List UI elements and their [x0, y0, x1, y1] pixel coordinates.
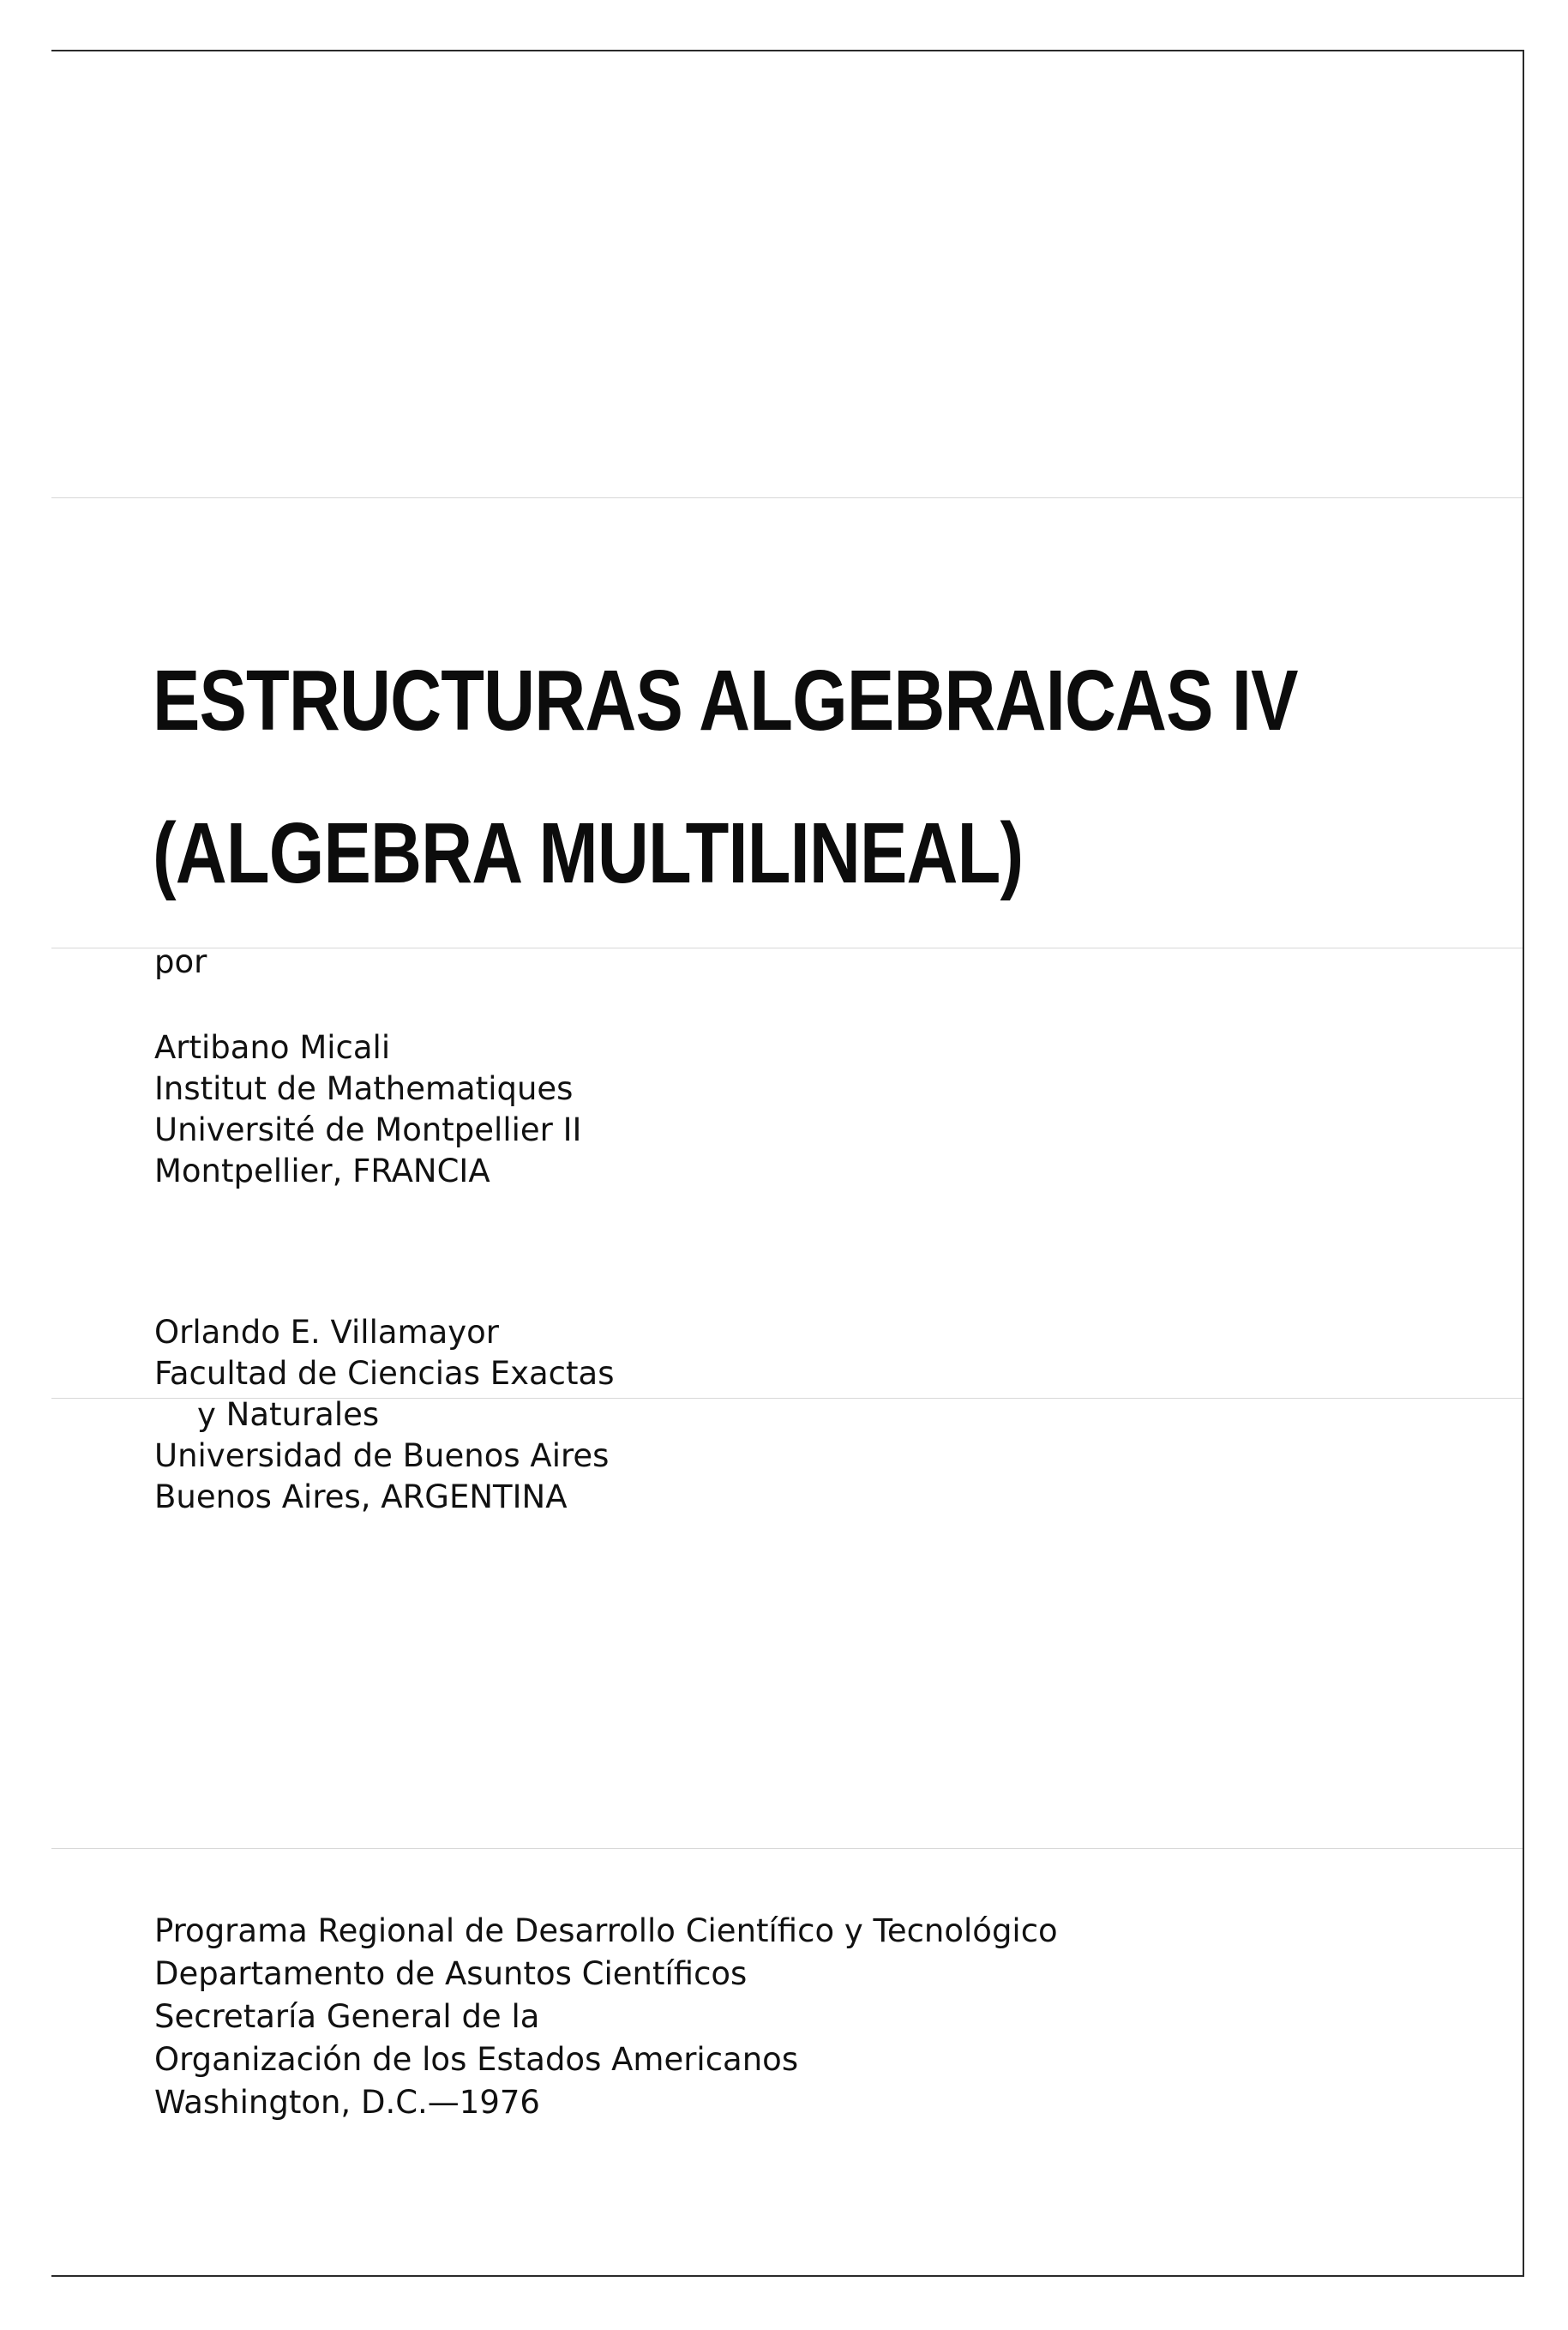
page-border-right [1523, 50, 1524, 2276]
author-name: Artibano Micali [154, 1029, 391, 1066]
author-name: Orlando E. Villamayor [154, 1314, 499, 1351]
publisher-line: Departamento de Asuntos Científicos [154, 1955, 748, 1992]
by-label: por [154, 943, 207, 980]
author-affiliation-line: Université de Montpellier II [154, 1111, 582, 1148]
publisher-line: Organización de los Estados Americanos [154, 2041, 799, 2078]
scan-fold-line [51, 497, 1523, 498]
publisher-block [154, 1910, 1058, 2124]
page-border-top [51, 50, 1524, 51]
book-title-line-1: ESTRUCTURAS ALGEBRAICAS IV [153, 653, 1298, 749]
book-title [153, 624, 1298, 930]
scan-fold-line [51, 1848, 1523, 1849]
publisher-line: Secretaría General de la [154, 1998, 540, 2035]
book-title-line-2: (ALGEBRA MULTILINEAL) [153, 805, 1024, 901]
author-affiliation-line: Buenos Aires, ARGENTINA [154, 1478, 568, 1515]
publisher-line: Programa Regional de Desarrollo Científico y Tecnológico [154, 1912, 1058, 1949]
author-affiliation-line: Institut de Mathematiques [154, 1070, 574, 1107]
publisher-line: Washington, D.C.—1976 [154, 2084, 540, 2121]
author-block-villamayor [154, 1312, 614, 1518]
page-border-bottom [51, 2275, 1524, 2277]
author-affiliation-line: Universidad de Buenos Aires [154, 1437, 610, 1474]
author-affiliation-line: Montpellier, FRANCIA [154, 1153, 490, 1189]
author-block-micali [154, 1027, 581, 1192]
author-affiliation-line: y Naturales [197, 1396, 380, 1433]
author-affiliation-line: Facultad de Ciencias Exactas [154, 1355, 615, 1392]
